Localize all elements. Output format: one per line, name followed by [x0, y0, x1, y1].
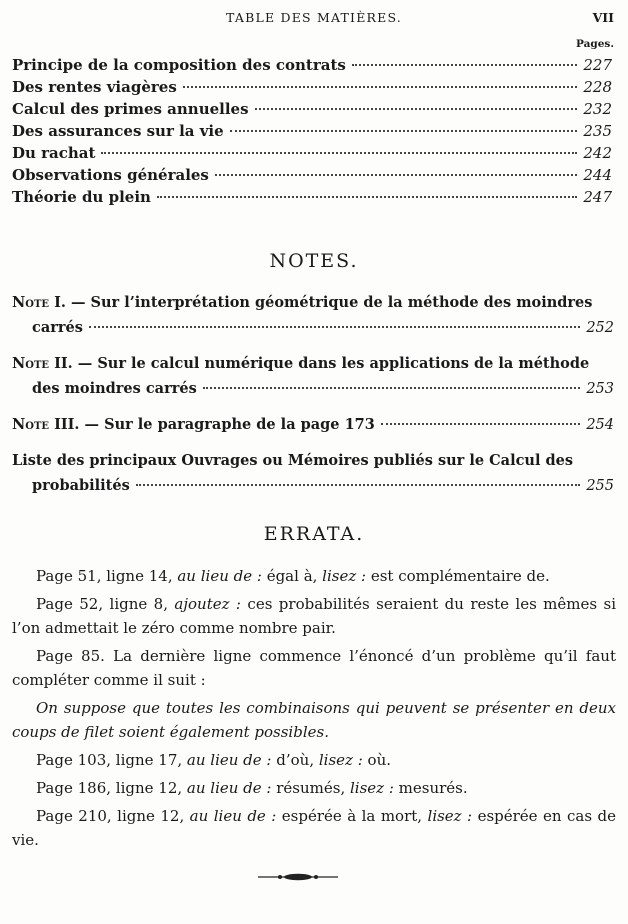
dot-leader [183, 86, 578, 88]
notes-list [12, 290, 614, 509]
errata-old: résumés, [271, 779, 350, 797]
toc-entry-page: 235 [583, 122, 612, 140]
toc-entry-title: Des rentes viagères [12, 78, 177, 96]
toc-entry-title: Principe de la composition des contrats [12, 56, 346, 74]
errata-read: lisez : [318, 751, 363, 769]
errata-ref: Page 51, ligne 14, [36, 567, 178, 585]
errata-ref: Page 103, ligne 17, [36, 751, 187, 769]
toc-entry [12, 142, 612, 164]
dot-leader [136, 484, 581, 486]
toc-entry [12, 164, 612, 186]
errata-old: d’où, [271, 751, 319, 769]
errata-quote: On suppose que toutes les combinaisons qui peuvent se présenter en deux coups de filet soient également possibles. [12, 699, 616, 741]
note-text: Liste des principaux Ouvrages ou Mémoires publiés sur le Calcul des [12, 452, 574, 469]
errata-text: Page 85. La dernière ligne commence l’énoncé d’un problème qu’il faut compléter comme il suit : [12, 647, 616, 689]
note-page: 252 [586, 320, 614, 336]
note-text: — Sur le calcul numérique dans les applications de la méthode [77, 355, 590, 372]
toc-entry-page: 244 [583, 166, 612, 184]
running-head [0, 10, 628, 28]
notes-heading: NOTES. [269, 250, 359, 272]
toc-entry-page: 232 [583, 100, 612, 118]
note-text-cont: carrés [32, 319, 83, 336]
errata-new: ces probabilités seraient du reste les mêmes si l’on admettait le zéro comme nombre pair. [12, 595, 616, 637]
note-entry [12, 290, 614, 341]
errata-ref: Page 52, ligne 8, [36, 595, 175, 613]
toc-entry [12, 186, 612, 208]
toc-entry-title: Calcul des primes annuelles [12, 100, 249, 118]
toc-entry [12, 120, 612, 142]
errata-new: espérée en cas de vie. [12, 807, 616, 849]
errata-read: lisez : [322, 567, 367, 585]
note-text: — Sur le paragraphe de la page 173 [84, 416, 375, 433]
dot-leader [101, 152, 577, 154]
dot-leader [89, 326, 580, 328]
toc-entry-title: Du rachat [12, 144, 96, 162]
note-label: Note III. [12, 416, 80, 433]
page-folio: VII [592, 10, 614, 25]
toc-entry [12, 76, 612, 98]
errata-entry [12, 748, 616, 772]
dot-leader [157, 196, 577, 198]
toc-entry-page: 242 [583, 144, 612, 162]
errata-entry [12, 644, 616, 692]
dot-leader [230, 130, 578, 132]
errata-entry [12, 804, 616, 852]
dot-leader [255, 108, 578, 110]
note-entry [12, 448, 614, 499]
dot-leader [203, 387, 581, 389]
dot-leader [352, 64, 578, 66]
note-page: 253 [586, 381, 614, 397]
toc-list [12, 54, 612, 208]
toc-entry-page: 228 [583, 78, 612, 96]
errata-new: est complémentaire de. [366, 567, 550, 585]
running-title: TABLE DES MATIÈRES. [226, 10, 402, 25]
errata-new: où. [362, 751, 391, 769]
dot-leader [215, 174, 577, 176]
toc-entry [12, 54, 612, 76]
errata-new: mesurés. [393, 779, 468, 797]
note-page: 255 [586, 478, 614, 494]
note-entry [12, 412, 614, 438]
note-text-cont: probabilités [32, 477, 130, 494]
errata-ref: Page 186, ligne 12, [36, 779, 187, 797]
errata-old: égal à, [261, 567, 323, 585]
errata-heading: ERRATA. [263, 523, 365, 545]
note-page: 254 [586, 417, 614, 433]
errata-read: lisez : [350, 779, 394, 797]
errata-entry [12, 776, 616, 800]
note-text: — Sur l’interprétation géométrique de la méthode des moindres [70, 294, 593, 311]
errata-entry [12, 564, 616, 588]
ornament-divider [258, 872, 338, 882]
errata-read: lisez : [427, 807, 473, 825]
errata-old: espérée à la mort, [276, 807, 428, 825]
note-label: Note I. [12, 294, 66, 311]
errata-instead: au lieu de : [186, 779, 272, 797]
errata-entry [12, 592, 616, 640]
dot-leader [381, 423, 580, 425]
toc-entry [12, 98, 612, 120]
toc-entry-page: 227 [583, 56, 612, 74]
toc-entry-title: Théorie du plein [12, 188, 151, 206]
errata-instead: au lieu de : [186, 751, 272, 769]
errata-ref: Page 210, ligne 12, [36, 807, 190, 825]
note-entry [12, 351, 614, 402]
note-text-cont: des moindres carrés [32, 380, 197, 397]
errata-add: ajoutez : [174, 595, 241, 613]
toc-entry-title: Observations générales [12, 166, 209, 184]
note-label: Note II. [12, 355, 73, 372]
toc-entry-page: 247 [583, 188, 612, 206]
pages-column-label: Pages. [575, 38, 614, 50]
errata-list [12, 564, 616, 856]
errata-instead: au lieu de : [177, 567, 262, 585]
errata-instead: au lieu de : [189, 807, 277, 825]
toc-entry-title: Des assurances sur la vie [12, 122, 224, 140]
